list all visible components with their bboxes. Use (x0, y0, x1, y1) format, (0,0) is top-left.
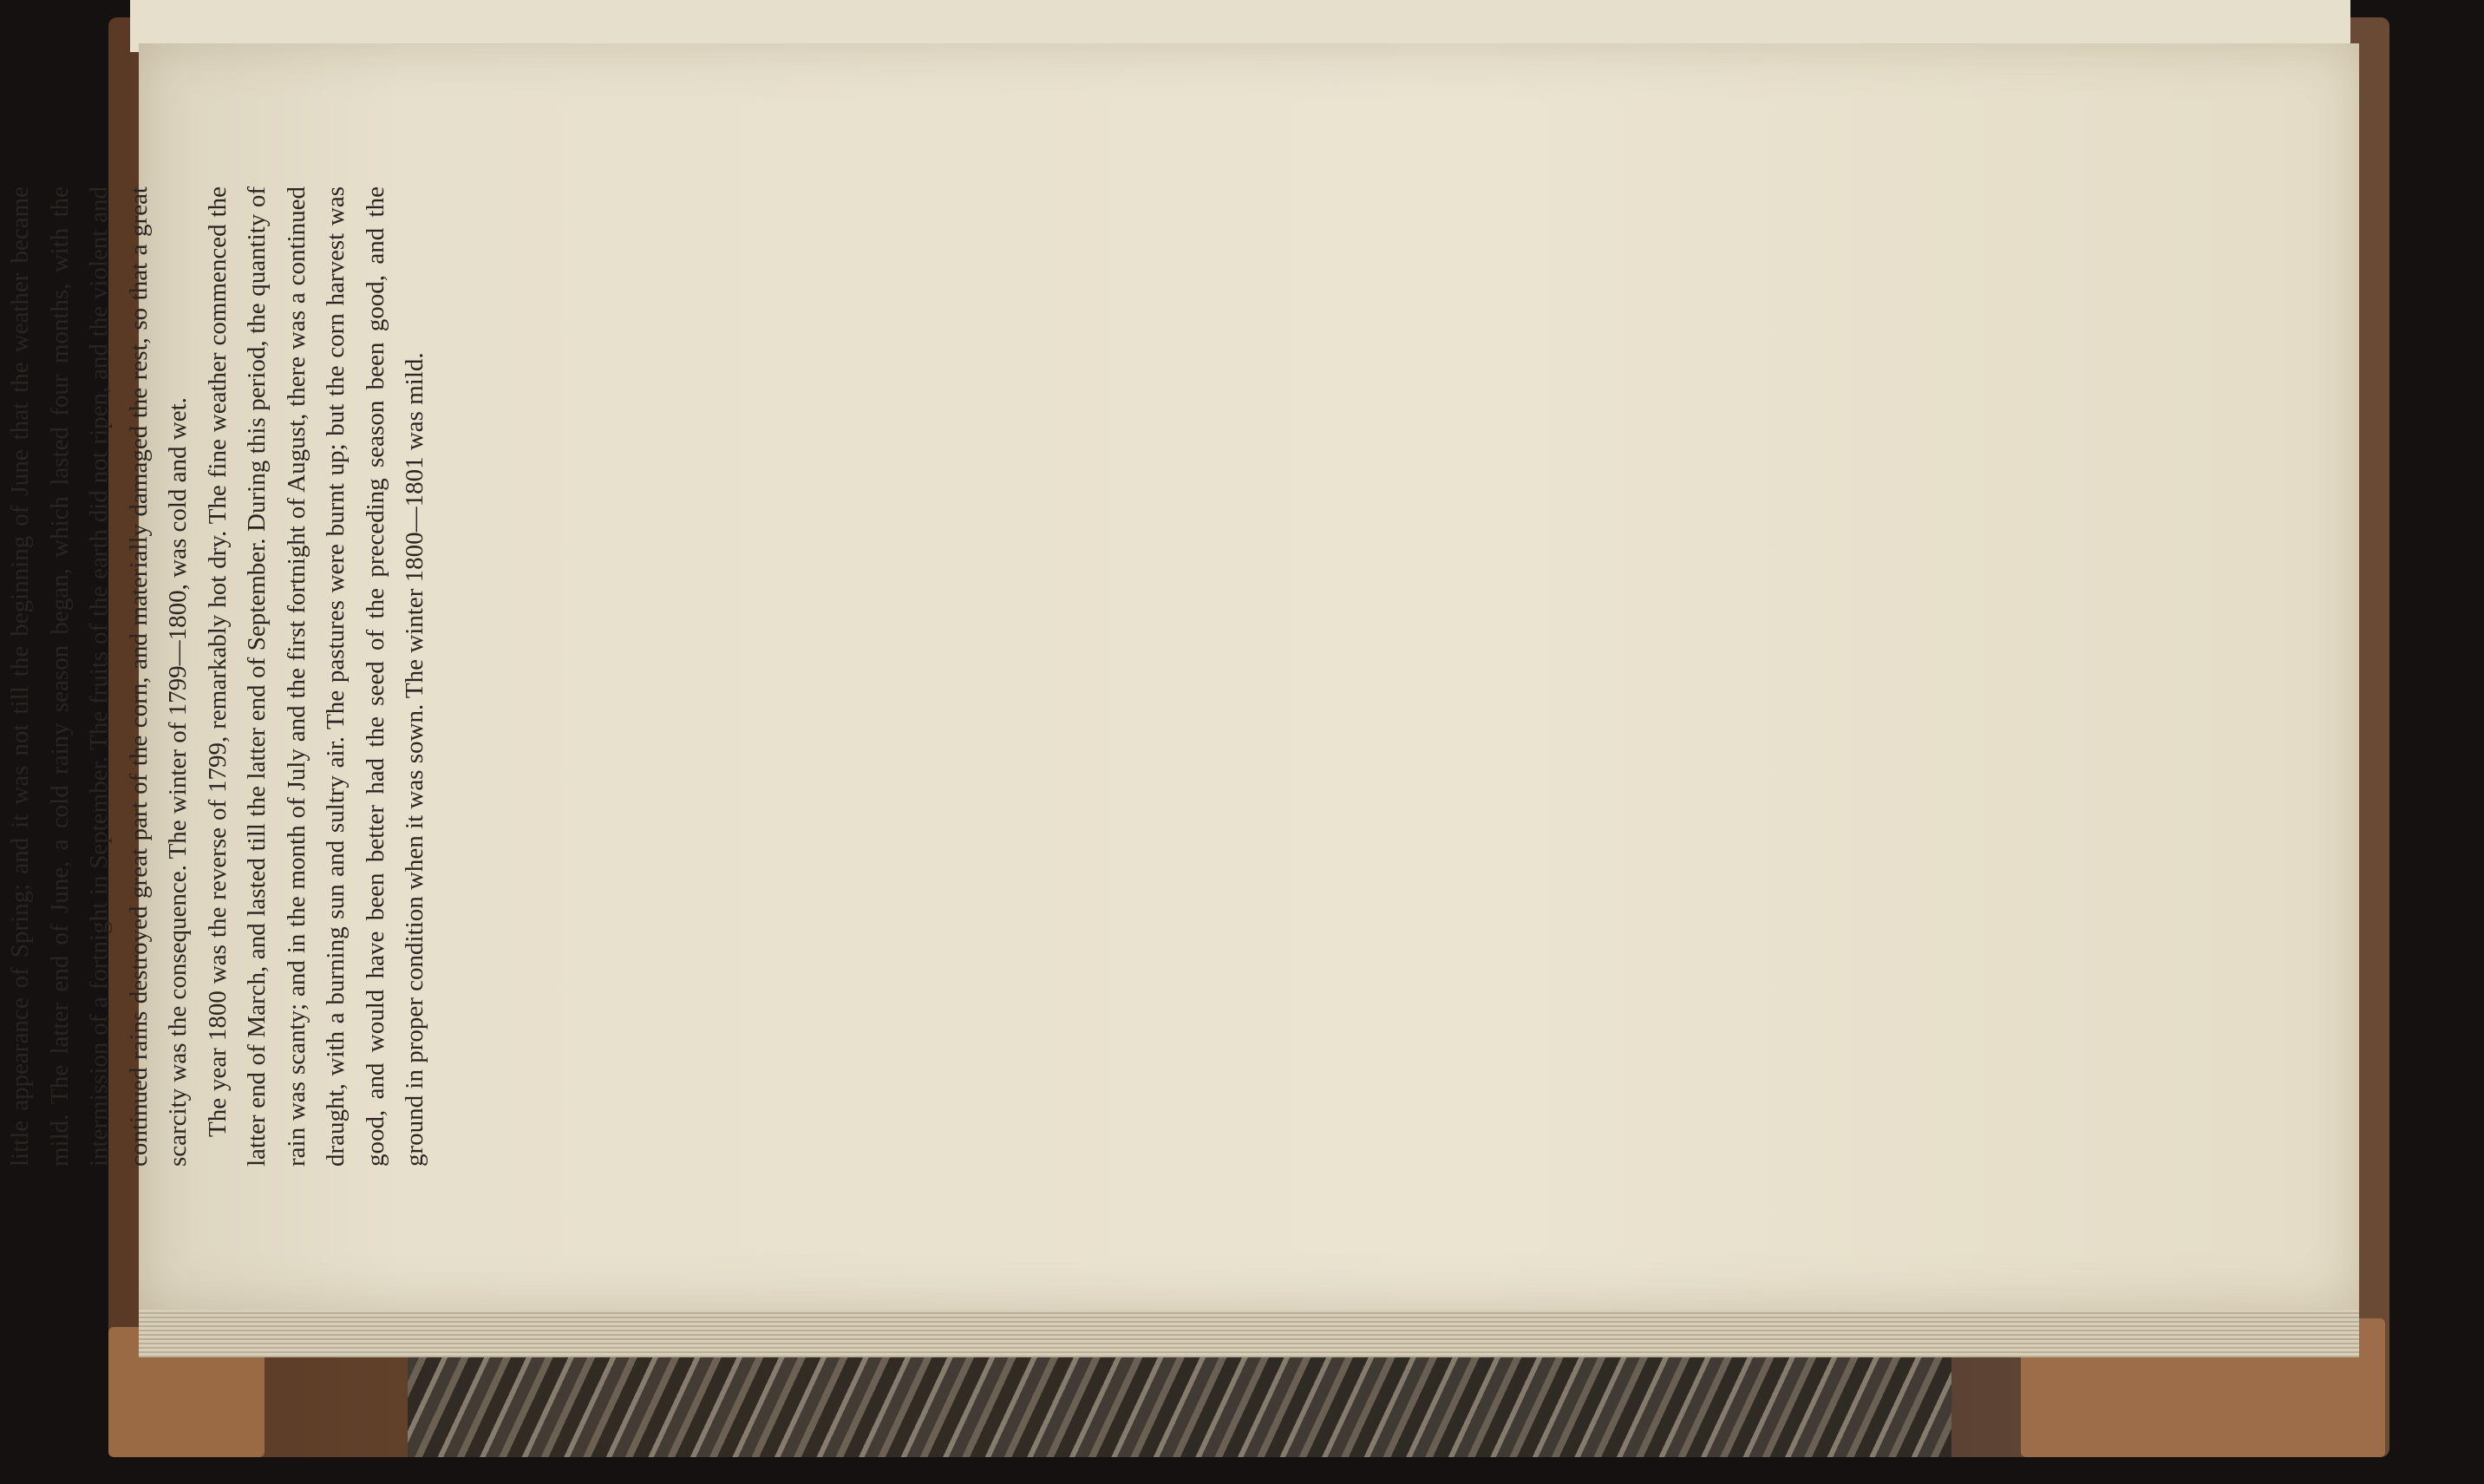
year-1799-paragraph: little appearance of Spring; and it was not till the beginning of June that the weather became mild. The latter end of June, a cold rainy season began, which lasted four months, with the intermission of a fortnight in September. The fruits of the earth did not ripen, and the violent and continued rains destroyed great part of the corn, and materially damaged the rest, so that a great scarcity was the consequence. The winter of 1799—1800, was cold and wet. (6, 186, 192, 1167)
marbled-board (408, 1353, 1951, 1457)
book-page (6, 43, 2359, 1310)
year-1800-paragraph: The year 1800 was the reverse of 1799, remarkably hot dry. The fine weather commenced the latter end of March, and lasted till the latter end of September. During this period, the quantity of rain was scanty; and in the month of July and the first fortnight of August, there was a continued draught, with a burning sun and sultry air. The pastures were burnt up; but the corn harvest was good, and would have been better had the seed of the preceding season been good, and the ground in proper condition when it was sown. The winter 1800—1801 was mild. (203, 186, 428, 1167)
page-block-edge (139, 1305, 2359, 1357)
rotated-text-frame (6, 43, 2359, 1310)
page-content (0, 186, 455, 1167)
